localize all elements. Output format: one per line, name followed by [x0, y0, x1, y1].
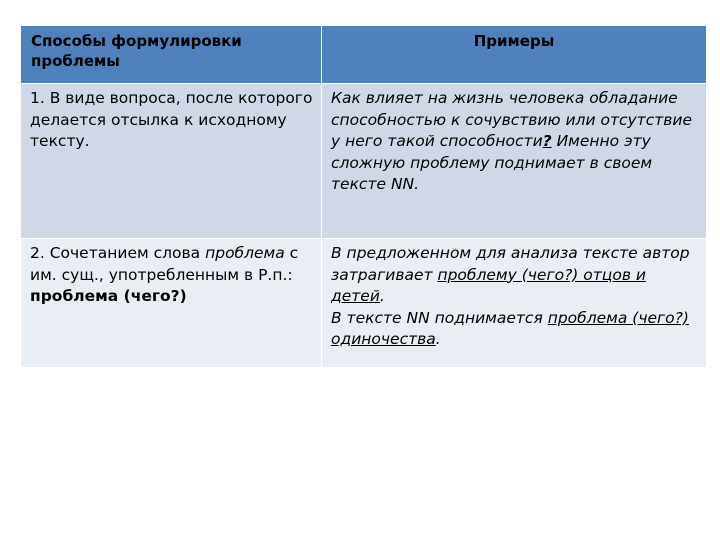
methods-table [20, 25, 707, 368]
example-two [331, 308, 698, 351]
example-question-text: Как влияет на жизнь человека обладание способностью к сочувствию или отсутствие у него такой способности [331, 89, 692, 150]
example-two-end: . [435, 330, 441, 348]
table-row [21, 239, 707, 368]
example-two-underlined: проблема (чего?) одиночества [331, 308, 689, 348]
header-examples: Примеры [322, 26, 707, 84]
example-combination [322, 239, 707, 368]
question-mark: ? [542, 132, 552, 150]
method-question [21, 84, 322, 239]
table-header-row [21, 26, 707, 84]
example-question-tail: Именно эту сложную проблему поднимает в своем тексте NN. [331, 132, 653, 193]
word-problem: проблема [205, 244, 285, 262]
example-one-text: В предложенном для анализа тексте автор затрагивает [331, 244, 690, 284]
method-combination-text: 2. Сочетанием слова [30, 244, 206, 262]
header-methods: Способы формулировки проблемы [21, 26, 322, 84]
example-two-text: В тексте NN поднимается [331, 308, 548, 327]
example-one-end: . [379, 287, 385, 305]
table-row [21, 84, 707, 239]
example-question [322, 84, 707, 239]
method-combination-rest: с им. сущ., употребленным в Р.п.: [30, 244, 299, 284]
method-question-text: 1. В виде вопроса, после которого делается отсылка к исходному тексту. [30, 89, 313, 150]
method-combination [21, 239, 322, 368]
pattern-bold: проблема (чего?) [30, 287, 187, 305]
example-one [331, 243, 698, 308]
example-one-underlined: проблему (чего?) отцов и детей [331, 265, 646, 305]
